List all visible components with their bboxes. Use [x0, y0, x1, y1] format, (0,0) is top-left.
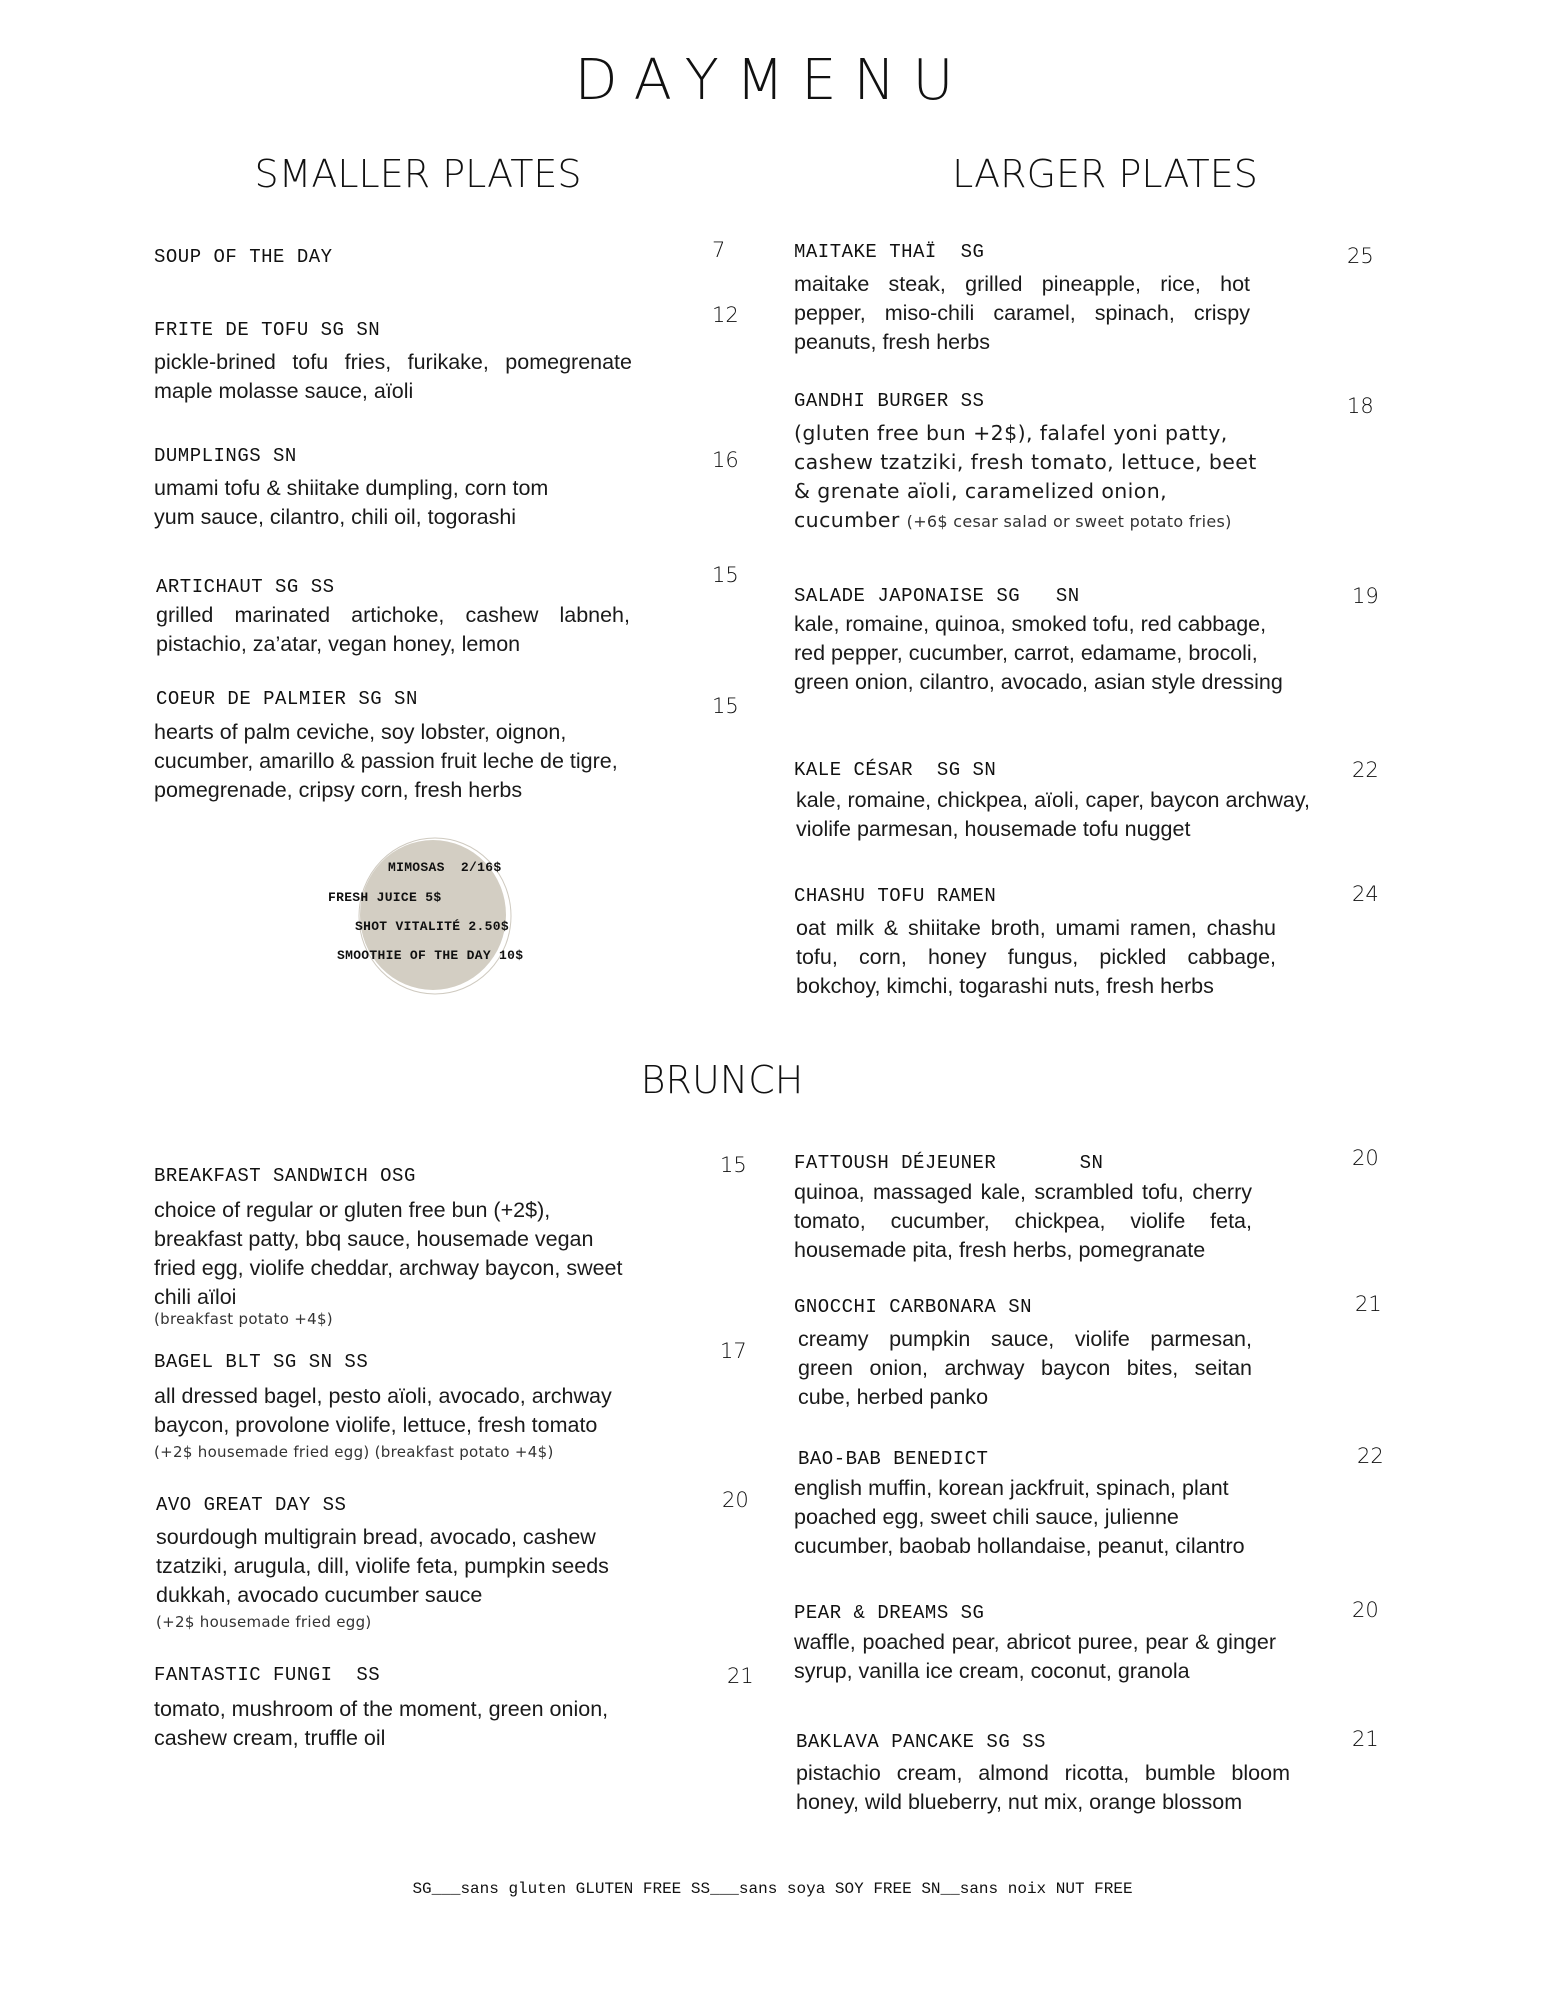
dish-description: umami tofu & shiitake dumpling, corn tom yum sauce, cilantro, chili oil, togorashi [154, 476, 549, 529]
dish-price: 20 [722, 1488, 749, 1512]
dish-description: choice of regular or gluten free bun (+2$), breakfast patty, bbq sauce, housemade vegan fried egg, violife cheddar, archway baycon, sweet chili aïloi [154, 1198, 623, 1309]
dish-name: BAGEL BLT SG SN SS [154, 1351, 369, 1373]
dish-description: (gluten free bun +2$), falafel yoni patty, cashew tzatziki, fresh tomato, lettuce, beet & grenate aïoli, caramelized onion, cucumber (+6$ cesar salad or sweet potato fries) [794, 421, 1257, 532]
dish-description: sourdough multigrain bread, avocado, cashew tzatziki, arugula, dill, violife feta, pumpkin seeds dukkah, avocado cucumber sauce [156, 1525, 609, 1607]
dish-price: 22 [1357, 1444, 1384, 1468]
dish-name: AVO GREAT DAY SS [156, 1494, 347, 1516]
dish-description: quinoa, massaged kale, scrambled tofu, cherry tomato, cucumber, chickpea, violife feta, housemade pita, fresh herbs, pomegranate [794, 1180, 1252, 1262]
dish-description: oat milk & shiitake broth, umami ramen, chashu tofu, corn, honey fungus, pickled cabbage, bokchoy, kimchi, togarashi nuts, fresh herbs [796, 916, 1276, 998]
dish-name: FATTOUSH DÉJEUNER SN [794, 1152, 1104, 1174]
dish-description: kale, romaine, chickpea, aïoli, caper, baycon archway, violife parmesan, housemade tofu nugget [796, 788, 1310, 841]
drink-item: SHOT VITALITÉ 2.50$ [355, 919, 509, 934]
dish-description: waffle, poached pear, abricot puree, pear & ginger syrup, vanilla ice cream, coconut, granola [794, 1630, 1276, 1683]
drink-item: MIMOSAS 2/16$ [388, 860, 502, 875]
dish-name: FRITE DE TOFU SG SN [154, 319, 381, 341]
dish-description: grilled marinated artichoke, cashew labneh, pistachio, za’atar, vegan honey, lemon [156, 603, 630, 656]
dish-description: creamy pumpkin sauce, violife parmesan, green onion, archway baycon bites, seitan cube, herbed panko [798, 1327, 1252, 1409]
dish-price: 15 [712, 563, 739, 587]
dish-price: 17 [720, 1339, 747, 1363]
dish-price: 19 [1352, 584, 1379, 608]
dish-price: 21 [727, 1664, 754, 1688]
dish-price: 15 [720, 1153, 747, 1177]
dish-price: 20 [1352, 1146, 1379, 1170]
dish-price: 12 [712, 303, 739, 327]
dish-price: 15 [712, 694, 739, 718]
dish-name: BAO-BAB BENEDICT [798, 1448, 989, 1470]
dish-price: 25 [1347, 244, 1374, 268]
larger-plates-heading: LARGER PLATES [952, 152, 1258, 196]
dish-note: (+2$ housemade fried egg) (breakfast potato +4$) [154, 1443, 554, 1461]
dish-price: 24 [1352, 882, 1379, 906]
dish-price: 22 [1352, 758, 1379, 782]
dish-name: SOUP OF THE DAY [154, 246, 333, 268]
drink-item: SMOOTHIE OF THE DAY 10$ [337, 948, 524, 963]
dish-name: FANTASTIC FUNGI SS [154, 1664, 381, 1686]
drink-item: FRESH JUICE 5$ [328, 890, 442, 905]
smaller-plates-heading: SMALLER PLATES [254, 152, 582, 196]
dish-description: kale, romaine, quinoa, smoked tofu, red cabbage, red pepper, cucumber, carrot, edamame, brocoli, green onion, cilantro, avocado, asian style dressing [794, 612, 1283, 694]
dish-name: COEUR DE PALMIER SG SN [156, 688, 418, 710]
dish-price: 7 [712, 238, 726, 262]
dish-note: (+6$ cesar salad or sweet potato fries) [906, 512, 1232, 531]
allergen-legend: SG___sans gluten GLUTEN FREE SS___sans soya SOY FREE SN__sans noix NUT FREE [412, 1880, 1133, 1898]
dish-description: hearts of palm ceviche, soy lobster, oignon, cucumber, amarillo & passion fruit leche de tigre, pomegrenade, cripsy corn, fresh herbs [154, 720, 618, 802]
dish-name: KALE CÉSAR SG SN [794, 759, 997, 781]
dish-name: MAITAKE THAÏ SG [794, 241, 985, 263]
dish-note: (+2$ housemade fried egg) [156, 1613, 372, 1631]
dish-name: BREAKFAST SANDWICH OSG [154, 1165, 416, 1187]
dish-description: maitake steak, grilled pineapple, rice, hot pepper, miso-chili caramel, spinach, crispy peanuts, fresh herbs [794, 272, 1250, 354]
drinks-badge [320, 835, 570, 1005]
dish-name: BAKLAVA PANCAKE SG SS [796, 1731, 1046, 1753]
dish-description: pistachio cream, almond ricotta, bumble bloom honey, wild blueberry, nut mix, orange blossom [796, 1761, 1290, 1814]
dish-name: PEAR & DREAMS SG [794, 1602, 985, 1624]
dish-description: pickle-brined tofu fries, furikake, pomegrenate maple molasse sauce, aïoli [154, 350, 632, 403]
dish-note: (breakfast potato +4$) [154, 1310, 333, 1328]
dish-price: 20 [1352, 1598, 1379, 1622]
dish-name: DUMPLINGS SN [154, 445, 297, 467]
brunch-heading: BRUNCH [640, 1058, 804, 1102]
dish-name: SALADE JAPONAISE SG SN [794, 585, 1080, 607]
dish-description: tomato, mushroom of the moment, green onion, cashew cream, truffle oil [154, 1697, 609, 1750]
dish-price: 18 [1347, 394, 1374, 418]
dish-price: 16 [712, 448, 739, 472]
dish-name: GANDHI BURGER SS [794, 390, 985, 412]
dish-description: all dressed bagel, pesto aïoli, avocado, archway baycon, provolone violife, lettuce, fresh tomato [154, 1384, 612, 1437]
dish-price: 21 [1355, 1292, 1382, 1316]
page-title: DAYMENU [574, 48, 971, 113]
dish-price: 21 [1352, 1727, 1379, 1751]
dish-name: ARTICHAUT SG SS [156, 576, 335, 598]
dish-name: GNOCCHI CARBONARA SN [794, 1296, 1033, 1318]
dish-name: CHASHU TOFU RAMEN [794, 885, 997, 907]
dish-description: english muffin, korean jackfruit, spinach, plant poached egg, sweet chili sauce, julienne cucumber, baobab hollandaise, peanut, cilantro [794, 1476, 1245, 1558]
